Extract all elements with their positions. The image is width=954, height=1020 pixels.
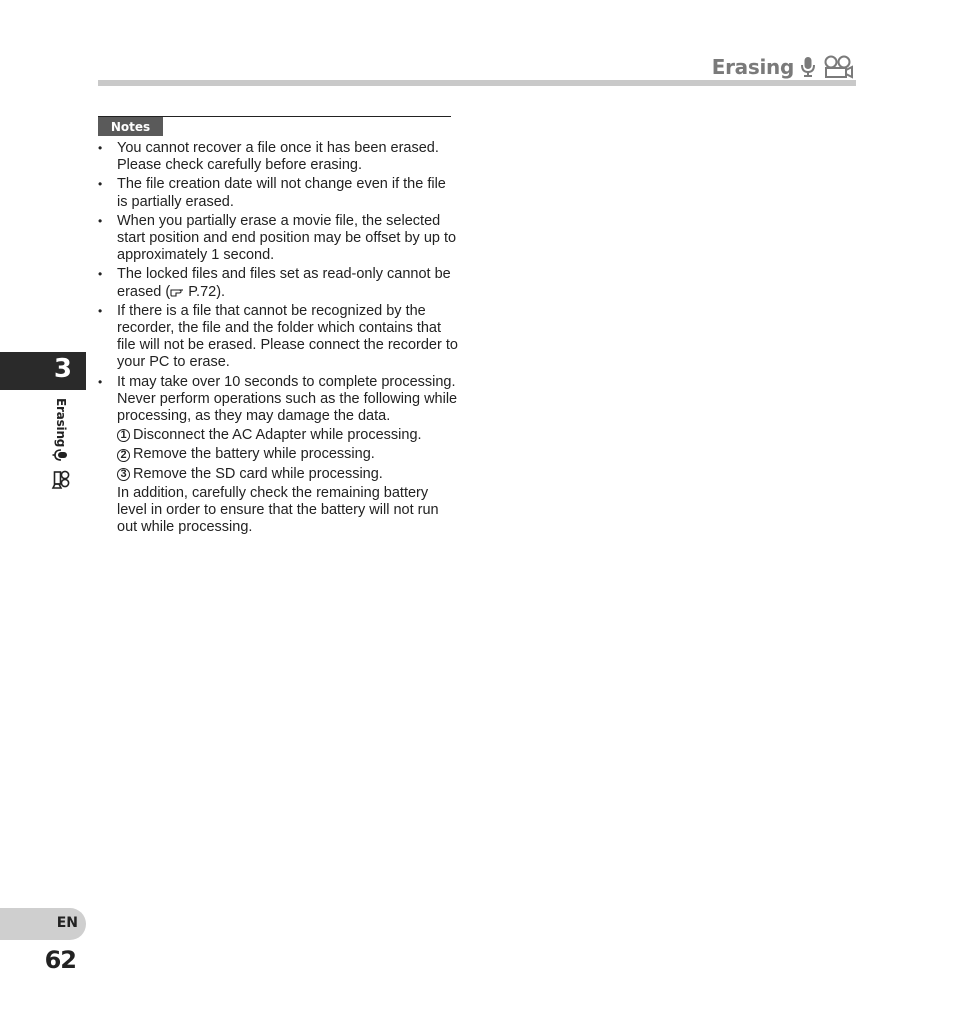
microphone-icon — [50, 448, 70, 467]
page-header-title — [712, 52, 854, 82]
page-number: 62 — [44, 946, 76, 974]
sub-list-item — [117, 466, 458, 483]
header-title-text: Erasing — [711, 55, 794, 79]
note-text: When you partially erase a movie file, the selected start position and end position may be offset by up to approximately 1 second. — [117, 212, 457, 264]
chapter-label-text: Erasing — [54, 398, 68, 448]
list-item — [98, 213, 458, 265]
note-text: It may take over 10 seconds to complete processing. Never perform operations such as the following while processing, as they may damage the data. — [117, 373, 458, 425]
sub-list-item — [117, 427, 458, 444]
bullet-icon: • — [98, 213, 103, 228]
bullet-icon: • — [98, 303, 103, 318]
page-reference-link[interactable]: P.72 — [188, 283, 217, 300]
sub-item-text: Disconnect the AC Adapter while processing. — [133, 427, 422, 444]
circled-number-icon: 2 — [117, 449, 130, 462]
microphone-icon — [800, 56, 816, 78]
sub-list-item — [117, 446, 458, 463]
circled-number-icon: 1 — [117, 429, 130, 442]
note-text: The file creation date will not change even if the file is partially erased. — [117, 176, 446, 210]
movie-camera-icon — [822, 55, 854, 79]
addition-text: In addition, carefully check the remaining battery level in order to ensure that the battery will not run out while processing. — [117, 484, 439, 536]
bullet-icon: • — [98, 141, 103, 155]
note-text-end: ). — [216, 283, 226, 300]
chapter-side-icons — [50, 448, 70, 494]
language-code: EN — [56, 915, 78, 931]
sub-item-text: Remove the SD card while processing. — [133, 465, 383, 482]
bullet-icon: • — [98, 177, 103, 192]
notes-list — [98, 140, 458, 538]
list-item — [98, 140, 458, 174]
list-item — [98, 374, 458, 537]
chapter-number: 3 — [53, 354, 72, 384]
list-item — [98, 303, 458, 372]
language-tab — [0, 908, 86, 940]
pointing-hand-icon — [170, 284, 184, 300]
note-text: If there is a file that cannot be recognized by the recorder, the file and the folder which contains that file will not be erased. Please connect the recorder to your PC to erase. — [117, 302, 458, 371]
note-text: The locked files and files set as read-only cannot be erased ( — [117, 266, 451, 300]
bullet-icon: • — [98, 374, 103, 389]
header-divider — [98, 80, 856, 86]
chapter-tab — [0, 352, 86, 390]
list-item — [98, 266, 458, 300]
sub-item-text: Remove the battery while processing. — [133, 446, 375, 463]
note-text: You cannot recover a file once it has been erased. Please check carefully before erasing. — [117, 140, 439, 174]
list-item — [98, 176, 458, 210]
notes-badge: Notes — [98, 117, 163, 136]
circled-number-icon: 3 — [117, 468, 130, 481]
movie-camera-icon — [50, 469, 70, 494]
bullet-icon: • — [98, 267, 103, 282]
